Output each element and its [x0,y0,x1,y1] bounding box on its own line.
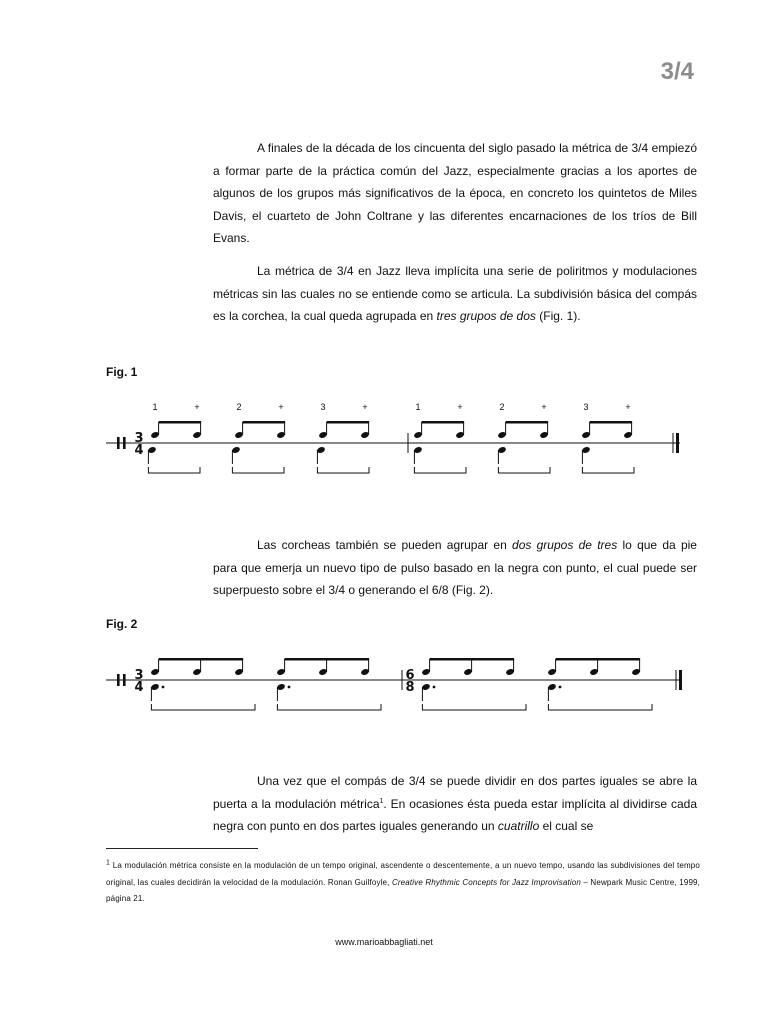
count-label: + [457,402,463,412]
eighth-note-beam [506,421,548,424]
eighth-note-beam [327,421,370,424]
footnote-marker: 1 [106,859,111,867]
grouping-bracket [148,467,200,473]
grouping-bracket [498,467,550,473]
count-label: + [278,402,284,412]
time-signature-bottom: 4 [134,680,144,695]
footnote-text-a: La modulación métrica consiste en la modulación de un tempo original, ascendente o descentemente, a un nuevo tempo, usando las subdivisiones del tempo original, las cuales decidirán la velocidad de la modulación. Ronan Guilfoyle, [106,861,701,887]
paragraph-2-emphasis: tres grupos de dos [436,309,536,323]
count-label: 2 [236,402,242,412]
count-label: 1 [152,402,158,412]
time-signature-bottom: 8 [405,680,415,695]
grouping-bracket [317,467,369,473]
eighth-note-beam [430,658,514,661]
footnote-book-title: Creative Rhythmic Concepts for Jazz Improvisation [391,877,581,887]
paragraph-1-text: A finales de la década de los cincuenta del siglo pasado la métrica de 3/4 empiezó a formar parte de la práctica común del Jazz, especialmente gracias a los aportes de algunos de los grupos más significativos de la época, en concreto los quintetos de Miles Davis, el cuarteto de John Coltrane y las diferentes encarnaciones de los tríos de Bill Evans. [213,141,697,245]
paragraph-2-text-b: (Fig. 1). [535,309,581,323]
count-label: 2 [499,402,505,412]
eighth-note-beam [556,658,641,661]
paragraph-4-text-b: . En ocasiones ésta pueda estar implícita al dividirse cada negra con punto en dos partes iguales generando un [213,796,697,833]
eighth-note-beam [590,421,633,424]
final-barline-thick [676,433,679,453]
fig-1-label: Fig. 1 [106,365,138,379]
fig-2-label: Fig. 2 [106,617,138,631]
grouping-bracket [548,704,652,710]
count-label: + [541,402,547,412]
grouping-bracket [232,467,284,473]
footnote-reference: 1 [379,797,384,805]
footnote-text-b: – Newpark Music Centre, 1999, página 21. [106,877,701,903]
grouping-bracket [414,467,466,473]
paragraph-3-text-a: Las corcheas también se pueden agrupar en [257,538,513,552]
augmentation-dot [162,686,165,689]
time-signature-top: 3 [134,668,144,683]
count-label: + [194,402,200,412]
percussion-clef-bar [117,437,120,449]
paragraph-4-emphasis: cuatrillo [497,819,540,833]
time-signature-bottom: 4 [134,443,144,458]
footer-url: www.marioabbagliati.net [335,937,433,947]
paragraph-3-text-b: lo que da pie para que emerja un nuevo tipo de pulso basado en la negra con punto, el cual puede ser superpuesto sobre el 3/4 o generando el 6/8 (Fig. 2). [213,538,697,597]
count-label: 3 [320,402,326,412]
fig-2-notation [106,658,682,710]
augmentation-dot [288,686,291,689]
paragraph-4-text-c: el cual se [539,819,594,833]
augmentation-dot [559,686,562,689]
eighth-note-beam [159,658,244,661]
page-title: 3/4 [660,58,694,85]
augmentation-dot [433,686,436,689]
eighth-note-beam [422,421,465,424]
count-label: 3 [583,402,589,412]
grouping-bracket [582,467,634,473]
time-signature-top: 6 [405,668,415,683]
eighth-note-beam [159,421,202,424]
fig-1-notation [106,402,680,473]
time-signature-top: 3 [134,431,144,446]
percussion-clef-bar [123,437,126,449]
final-barline-thick [679,670,682,690]
eighth-note-beam [243,421,286,424]
count-label: 1 [415,402,421,412]
footnote [106,858,700,908]
count-label: + [362,402,368,412]
paragraph-2-text-a: La métrica de 3/4 en Jazz lleva implícita una serie de poliritmos y modulaciones métricas sin las cuales no se entiende como se articula. La subdivisión básica del compás es la corchea, la cual queda agrupada en [213,264,697,323]
grouping-bracket [151,704,255,710]
grouping-bracket [422,704,526,710]
grouping-bracket [277,704,381,710]
footnote-separator [106,848,258,849]
percussion-clef-bar [117,674,120,686]
paragraph-3-emphasis: dos grupos de tres [512,538,618,552]
paragraph-4-text-a: Una vez que el compás de 3/4 se puede dividir en dos partes iguales se abre la puerta a la modulación métrica [213,774,697,811]
count-label: + [625,402,631,412]
percussion-clef-bar [123,674,126,686]
eighth-note-beam [285,658,370,661]
